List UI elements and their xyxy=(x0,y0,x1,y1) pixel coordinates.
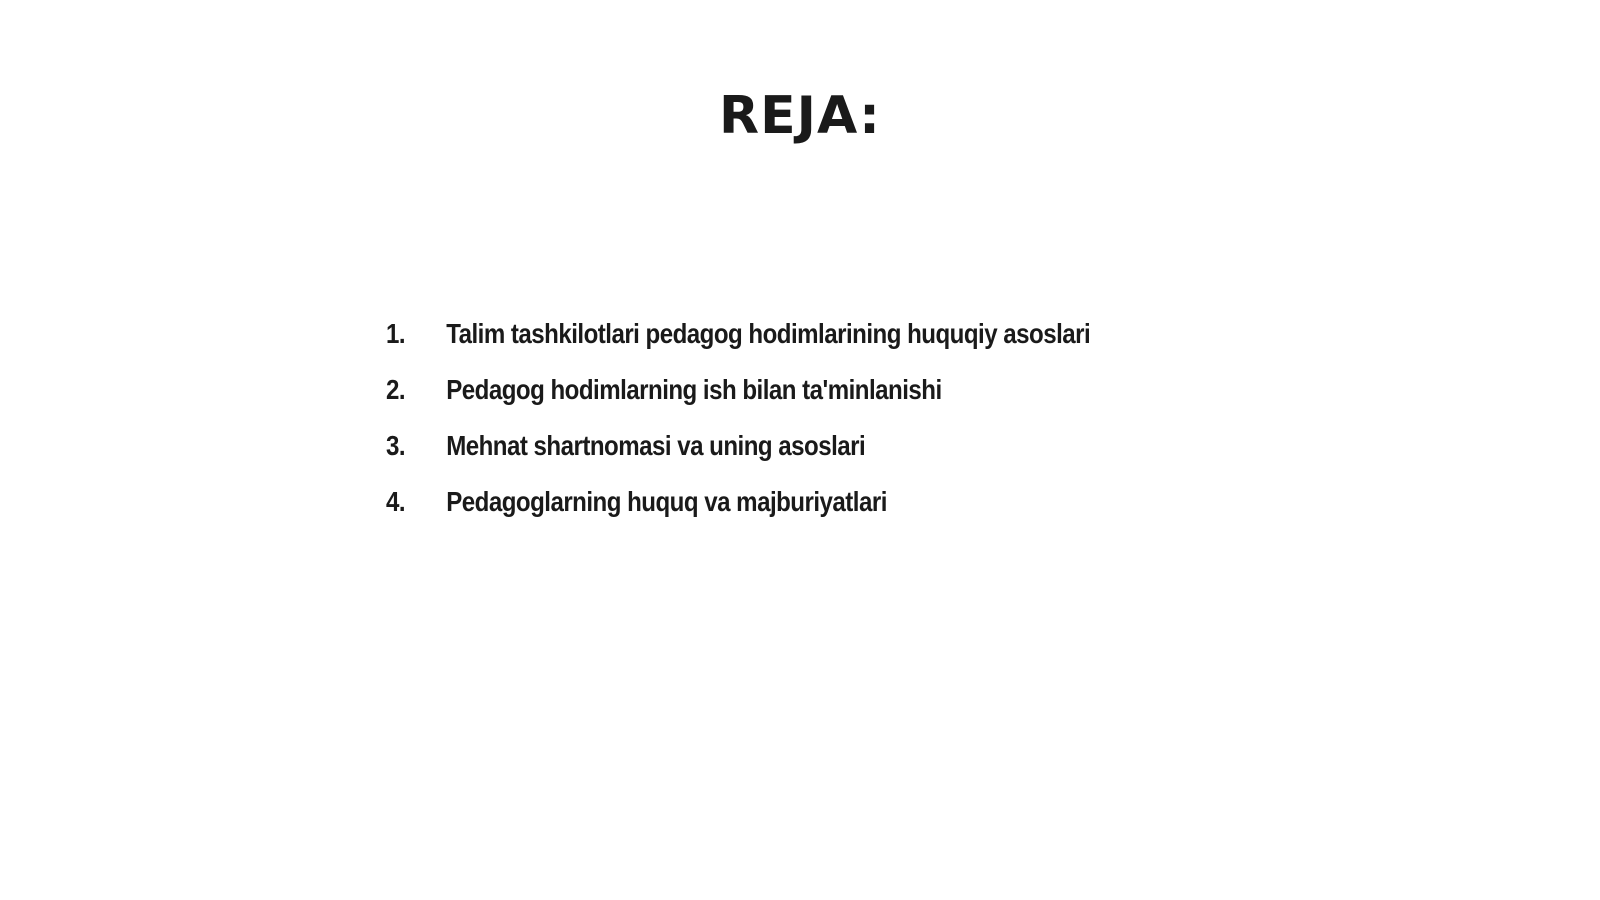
list-item-text: Mehnat shartnomasi va uning asoslari xyxy=(446,430,866,461)
slide-title: REJA: xyxy=(719,86,881,146)
list-item xyxy=(386,486,1090,542)
list-item-number: 1. xyxy=(386,318,406,349)
list-item-text: Pedagog hodimlarning ish bilan ta'minlanishi xyxy=(446,374,942,405)
list-item-text: Pedagoglarning huquq va majburiyatlari xyxy=(446,486,887,517)
list-item-number: 3. xyxy=(386,430,406,461)
list-item xyxy=(386,318,1090,374)
plan-list xyxy=(386,318,1205,542)
list-item-text: Talim tashkilotlari pedagog hodimlarining huquqiy asoslari xyxy=(446,318,1091,349)
list-item-number: 4. xyxy=(386,486,406,517)
list-item xyxy=(386,374,1090,430)
list-item-number: 2. xyxy=(386,374,406,405)
list-item xyxy=(386,430,1090,486)
